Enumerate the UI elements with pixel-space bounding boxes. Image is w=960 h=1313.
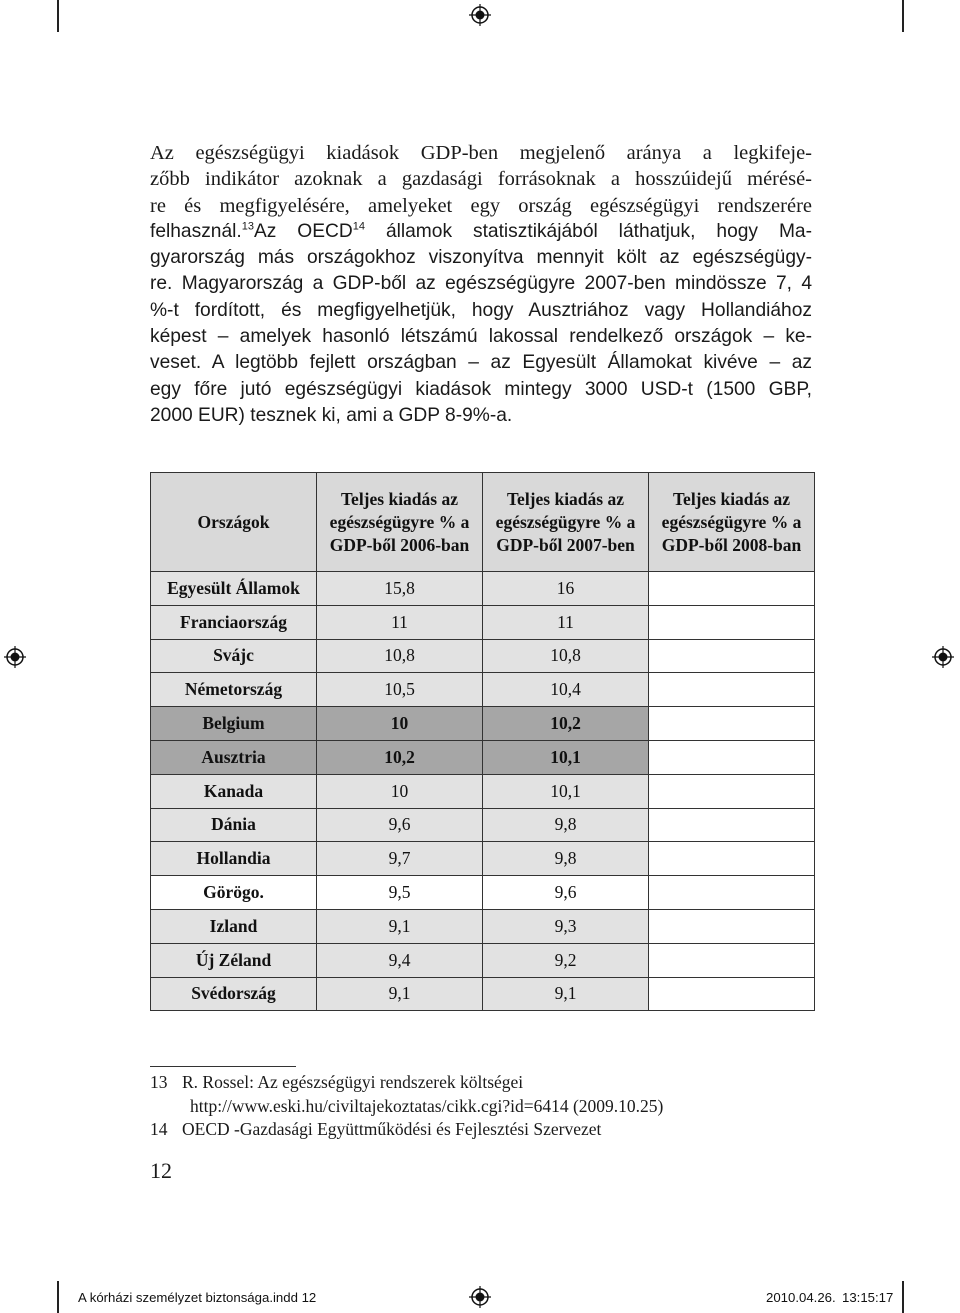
- column-header: Teljes kiadás az egészségügyre % a GDP-ből 2008-ban: [649, 473, 815, 572]
- value-cell: 11: [483, 605, 649, 639]
- footnote-ref: 14: [352, 220, 365, 233]
- crop-mark: [902, 1281, 904, 1313]
- paragraph-text: Az OECD: [253, 220, 353, 242]
- value-cell: 9,8: [483, 842, 649, 876]
- footnote-link[interactable]: http://www.eski.hu/civiltajekoztatas/cikk.cgi?id=6414 (2009.10.25): [190, 1096, 664, 1116]
- value-cell: 9,6: [317, 808, 483, 842]
- footnote-number: 14: [150, 1119, 168, 1139]
- country-cell: Kanada: [151, 774, 317, 808]
- paragraph-line: re. Magyarország a GDP-ből az egészségügyre 2007-ben mindössze 7, 4: [150, 273, 812, 295]
- value-cell: 9,6: [483, 876, 649, 910]
- column-header: Teljes kiadás az egészségügyre % a GDP-ből 2006-ban: [317, 473, 483, 572]
- country-cell: Svájc: [151, 639, 317, 673]
- column-header: Országok: [151, 473, 317, 572]
- value-cell: 10,2: [483, 707, 649, 741]
- paragraph-text: felhasznál.: [150, 220, 242, 242]
- value-cell: [649, 740, 815, 774]
- footnote-text: OECD -Gazdasági Együttműködési és Fejlesztési Szervezet: [182, 1119, 602, 1139]
- table-row: [151, 909, 815, 943]
- slug-date: 2010.04.26.: [766, 1290, 836, 1305]
- crop-mark: [57, 0, 59, 32]
- paragraph-line: 2000 EUR) tesznek ki, ami a GDP 8-9%-a.: [150, 404, 513, 426]
- value-cell: [649, 808, 815, 842]
- value-cell: 10,8: [317, 639, 483, 673]
- paragraph-line: képest – amelyek hasonló létszámú lakossal rendelkező országok – ke-: [150, 326, 812, 348]
- value-cell: [649, 943, 815, 977]
- paragraph-text: államok statisztikájából láthatjuk, hogy Ma-: [385, 220, 812, 242]
- registration-mark-icon: [469, 1286, 491, 1308]
- paragraph-line: %-t fordított, és megfigyelhetjük, hogy Ausztriához vagy Hollandiához: [150, 299, 812, 321]
- table-row: [151, 977, 815, 1011]
- table-row: [151, 808, 815, 842]
- table-row: [151, 876, 815, 910]
- value-cell: 15,8: [317, 572, 483, 606]
- registration-mark-icon: [469, 4, 491, 26]
- country-cell: Németország: [151, 673, 317, 707]
- table-row: [151, 943, 815, 977]
- country-cell: Görögo.: [151, 876, 317, 910]
- table-row: [151, 605, 815, 639]
- table-row: [151, 740, 815, 774]
- country-cell: Svédország: [151, 977, 317, 1011]
- footnote-number: 13: [150, 1072, 168, 1092]
- paragraph-line: zőbb indikátor azoknak a gazdasági forrásoknak a hosszúidejű mérésé-: [150, 168, 812, 191]
- country-cell: Ausztria: [151, 740, 317, 774]
- table-row: [151, 707, 815, 741]
- footnote-divider: [150, 1066, 296, 1067]
- value-cell: 9,7: [317, 842, 483, 876]
- value-cell: 10: [317, 707, 483, 741]
- value-cell: [649, 605, 815, 639]
- value-cell: 10,1: [483, 740, 649, 774]
- footnote: [150, 1118, 601, 1140]
- paragraph-line: veset. A legtöbb fejlett országban – az Egyesült Államokat kivéve – az: [150, 352, 812, 374]
- value-cell: [649, 977, 815, 1011]
- value-cell: [649, 909, 815, 943]
- value-cell: 10,5: [317, 673, 483, 707]
- registration-mark-icon: [932, 646, 954, 668]
- table-row: [151, 639, 815, 673]
- table-row: [151, 774, 815, 808]
- slug-filename: A kórházi személyzet biztonsága.indd 12: [78, 1290, 317, 1305]
- value-cell: 10,1: [483, 774, 649, 808]
- paragraph-line: re és megfigyelésére, amelyeket egy ország egészségügyi rendszerére: [150, 194, 812, 217]
- table-row: [151, 673, 815, 707]
- footnote: [150, 1071, 523, 1093]
- value-cell: [649, 639, 815, 673]
- paragraph-line: egy főre jutó egészségügyi kiadások mintegy 3000 USD-t (1500 GBP,: [150, 378, 812, 400]
- value-cell: 9,1: [483, 977, 649, 1011]
- value-cell: [649, 572, 815, 606]
- table-row: [151, 842, 815, 876]
- country-cell: Dánia: [151, 808, 317, 842]
- country-cell: Izland: [151, 909, 317, 943]
- paragraph-line: gyarország más országokhoz viszonyítva mennyit költ az egészségügy-: [150, 247, 812, 269]
- page-number: 12: [150, 1158, 172, 1183]
- value-cell: [649, 707, 815, 741]
- value-cell: 9,3: [483, 909, 649, 943]
- value-cell: [649, 842, 815, 876]
- table-header-row: [151, 473, 815, 572]
- footnote-ref: 13: [241, 220, 254, 233]
- paragraph-line: [150, 219, 812, 245]
- value-cell: [649, 673, 815, 707]
- value-cell: 10,2: [317, 740, 483, 774]
- value-cell: 9,2: [483, 943, 649, 977]
- footnote: [150, 1095, 663, 1117]
- value-cell: 9,1: [317, 977, 483, 1011]
- country-cell: Új Zéland: [151, 943, 317, 977]
- value-cell: 10: [317, 774, 483, 808]
- value-cell: 9,8: [483, 808, 649, 842]
- value-cell: [649, 774, 815, 808]
- value-cell: 9,1: [317, 909, 483, 943]
- value-cell: 11: [317, 605, 483, 639]
- value-cell: 10,8: [483, 639, 649, 673]
- value-cell: 9,5: [317, 876, 483, 910]
- value-cell: 10,4: [483, 673, 649, 707]
- value-cell: [649, 876, 815, 910]
- health-expenditure-table: [150, 472, 815, 1011]
- value-cell: 16: [483, 572, 649, 606]
- value-cell: 9,4: [317, 943, 483, 977]
- country-cell: Franciaország: [151, 605, 317, 639]
- slug-time: 13:15:17: [842, 1290, 894, 1305]
- crop-mark: [57, 1281, 59, 1313]
- country-cell: Belgium: [151, 707, 317, 741]
- paragraph-line: Az egészségügyi kiadások GDP-ben megjelenő aránya a legkifeje-: [150, 142, 812, 164]
- registration-mark-icon: [4, 646, 26, 668]
- country-cell: Hollandia: [151, 842, 317, 876]
- column-header: Teljes kiadás az egészségügyre % a GDP-ből 2007-ben: [483, 473, 649, 572]
- crop-mark: [902, 0, 904, 32]
- country-cell: Egyesült Államok: [151, 572, 317, 606]
- footnote-text: R. Rossel: Az egészségügyi rendszerek költségei: [182, 1072, 524, 1092]
- body-paragraph: [150, 140, 812, 429]
- table-row: [151, 572, 815, 606]
